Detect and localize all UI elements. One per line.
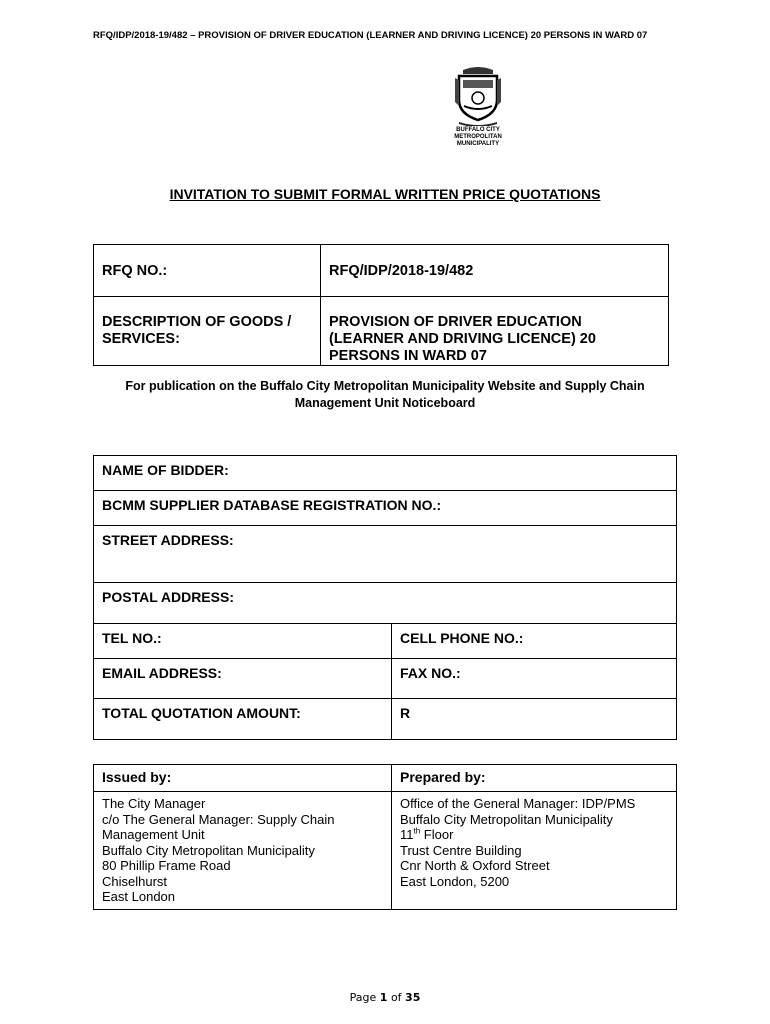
- page-word: Page: [349, 991, 377, 1004]
- total-pages: 35: [405, 991, 421, 1004]
- bidder-details-form: [93, 455, 677, 740]
- rfq-no-value: RFQ/IDP/2018-19/482: [321, 245, 669, 297]
- total-quotation-label: TOTAL QUOTATION AMOUNT:: [94, 699, 392, 740]
- prepared-by-address: [392, 792, 677, 910]
- page-title: INVITATION TO SUBMIT FORMAL WRITTEN PRICE QUOTATIONS: [169, 186, 601, 202]
- table-row: [94, 583, 677, 624]
- table-row: [94, 624, 677, 659]
- bidder-name-field[interactable]: NAME OF BIDDER:: [94, 456, 677, 491]
- page-number-footer: [0, 991, 770, 1004]
- logo-caption: [433, 127, 523, 148]
- description-label: DESCRIPTION OF GOODS / SERVICES:: [94, 297, 321, 366]
- issued-by-address: [94, 792, 392, 910]
- total-quotation-amount-field[interactable]: R: [392, 699, 677, 740]
- of-word: of: [390, 991, 402, 1004]
- fax-no-field[interactable]: FAX NO.:: [392, 659, 677, 699]
- supplier-registration-field[interactable]: BCMM SUPPLIER DATABASE REGISTRATION NO.:: [94, 491, 677, 526]
- description-value: PROVISION OF DRIVER EDUCATION (LEARNER AND DRIVING LICENCE) 20 PERSONS IN WARD 07: [321, 297, 669, 366]
- address-line: 80 Phillip Frame Road: [102, 858, 231, 873]
- publication-note: For publication on the Buffalo City Metropolitan Municipality Website and Supply Chain Management Unit Noticeboard: [125, 379, 645, 410]
- address-line: Buffalo City Metropolitan Municipality: [400, 811, 613, 827]
- table-row: [94, 456, 677, 491]
- address-line: Trust Centre Building: [400, 842, 522, 858]
- logo-caption-line2: METROPOLITAN MUNICIPALITY: [454, 134, 502, 147]
- table-row: [94, 245, 669, 297]
- address-line: Buffalo City Metropolitan Municipality: [102, 842, 315, 858]
- table-row: [94, 526, 677, 583]
- postal-address-field[interactable]: POSTAL ADDRESS:: [94, 583, 677, 624]
- address-line: Chiselhurst: [102, 873, 168, 889]
- floor-ordinal-suffix: th: [413, 826, 421, 836]
- floor-number: 11: [400, 827, 414, 842]
- cell-phone-field[interactable]: CELL PHONE NO.:: [392, 624, 677, 659]
- address-line: East London: [102, 889, 176, 904]
- email-address-field[interactable]: EMAIL ADDRESS:: [94, 659, 392, 699]
- logo-caption-line1: BUFFALO CITY: [456, 127, 500, 133]
- table-row: [94, 491, 677, 526]
- document-header-reference: RFQ/IDP/2018-19/482 – PROVISION OF DRIVER EDUCATION (LEARNER AND DRIVING LICENCE) 20 PERSONS IN WARD 07: [93, 30, 648, 41]
- table-row: [94, 765, 677, 792]
- municipality-logo: [433, 66, 523, 148]
- issued-by-heading: Issued by:: [94, 765, 392, 792]
- address-line: Cnr North & Oxford Street: [400, 858, 550, 873]
- address-line: The City Manager: [102, 796, 206, 811]
- issue-details-table: [93, 764, 677, 910]
- table-row: [94, 297, 669, 366]
- rfq-no-label: RFQ NO.:: [94, 245, 321, 297]
- rfq-details-table: [93, 244, 669, 366]
- tel-no-field[interactable]: TEL NO.:: [94, 624, 392, 659]
- address-line: Office of the General Manager: IDP/PMS: [400, 796, 636, 811]
- table-row: [94, 699, 677, 740]
- table-row: [94, 659, 677, 699]
- coat-of-arms-icon: [453, 66, 503, 126]
- floor-word: Floor: [420, 827, 454, 842]
- prepared-by-heading: Prepared by:: [392, 765, 677, 792]
- address-line-floor: [400, 827, 668, 843]
- current-page: 1: [379, 991, 388, 1004]
- table-row: [94, 792, 677, 910]
- street-address-field[interactable]: STREET ADDRESS:: [94, 526, 677, 583]
- address-line: c/o The General Manager: Supply Chain Management Unit: [102, 811, 335, 842]
- address-line: East London, 5200: [400, 873, 510, 889]
